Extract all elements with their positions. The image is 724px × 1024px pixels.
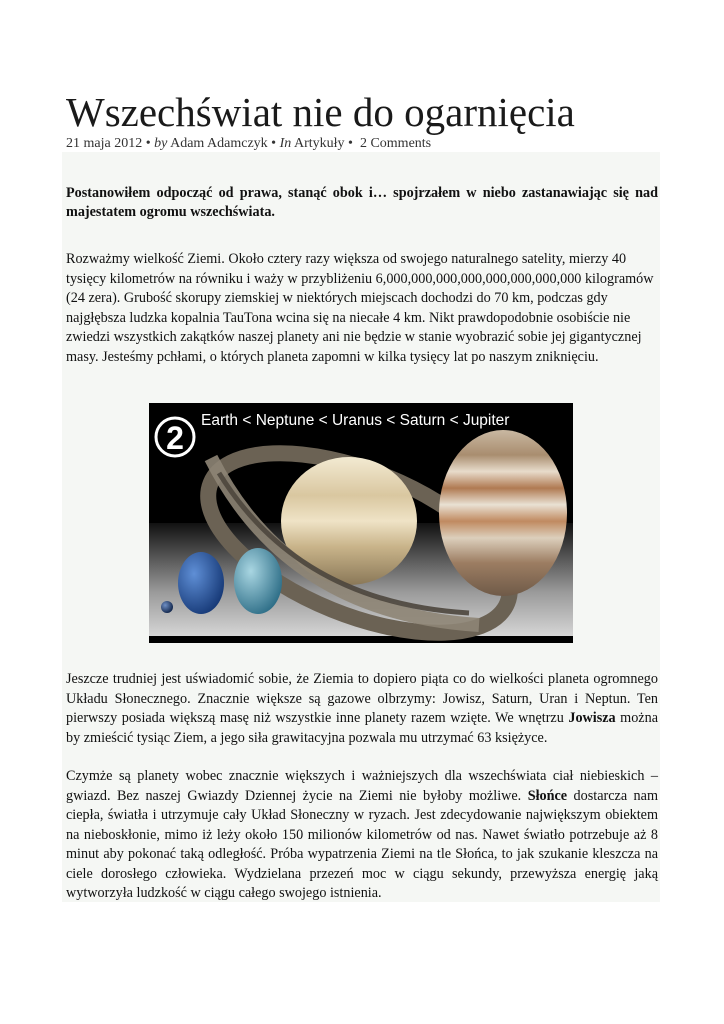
article-paragraph-2: Jeszcze trudniej jest uświadomić sobie, że Ziemia to dopiero piąta co do wielkości planeta ogromnego Układu Słonecznego. Znacznie większe są gazowe olbrzymy: Jowisz, Saturn, Uran i Neptun. Ten pierwszy posiada większą masę niż wszystkie inne planety razem wzięte. We wnętrzu Jowisza można by zmieścić tysiąc Ziem, a jego siła grawitacyjna pozwala mu utrzymać 63 księżyce. [66, 671, 658, 746]
comments-link[interactable]: 2 Comments [359, 136, 432, 151]
article-paragraph-1: Rozważmy wielkość Ziemi. Około cztery razy większa od swojego naturalnego satelity, mierzy 40 tysięcy kilometrów na równiku i waży w przybliżeniu 6,000,000,000,000,000,000,000,000 kilogramów (24 zera). Grubość skorupy ziemskiej w niektórych miejscach dochodzi do 70 km, podczas gdy najgłębsza ludzka kopalnia TauTona wcina się na niecałe 4 km. Nikt prawdopodobnie osobiście nie zwiedzi wszystkich zakątków naszej planety ani nie będzie w stanie wyobrazić sobie jej gigantycznej masy. Jesteśmy pchłami, o których planeta zapomni w kilka tysięcy lat po naszym zniknięciu. [66, 251, 654, 365]
earth-planet [161, 601, 173, 613]
article-paragraph-3: Czymże są planety wobec znacznie większych i ważniejszych dla wszechświata ciał niebieskich – gwiazd. Bez naszej Gwiazdy Dziennej życie na Ziemi nie byłoby możliwe. Słońce dostarcza nam ciepła, światła i utrzymuje cały Układ Słoneczny w ryzach. Jest zdecydowanie największym obiektem na nieboskłonie, mimo iż leży około 150 milionów kilometrów od nas. Nawet światło potrzebuje aż 8 minut aby pokonać taką odległość. Próba wypatrzenia Ziemi na tle Słońca, to jak szukanie kleszcza na ciele dorosłego człowieka. Wydzielana przezeń moc w ciągu sekundy, przewyższa energię jaką wytworzyła ludzkość w ciągu całego swojego istnienia. [66, 768, 658, 901]
post-date[interactable]: 21 maja 2012 [66, 136, 143, 151]
figure-number: 2 [166, 420, 184, 456]
meta-bullet: • [145, 136, 151, 151]
article-title: Wszechświat nie do ogarnięcia [66, 89, 575, 135]
meta-bullet: • [271, 136, 277, 151]
article-meta [66, 136, 431, 152]
sun-bold: Słońce [527, 787, 568, 804]
uranus-planet [234, 548, 282, 614]
jupiter-bold: Jowisza [568, 710, 616, 726]
by-label: by [154, 136, 168, 151]
neptune-planet [178, 552, 224, 614]
in-label: In [279, 136, 292, 151]
article-lead: Postanowiłem odpocząć od prawa, stanąć obok i… spojrzałem w niebo zastanawiając się nad majestatem ogromu wszechświata. [66, 185, 658, 220]
planets-comparison-image [149, 403, 573, 643]
meta-bullet: • [348, 136, 353, 151]
jupiter-planet [439, 430, 567, 596]
author-link[interactable]: Adam Adamczyk [170, 136, 268, 151]
figure-caption: Earth < Neptune < Uranus < Saturn < Jupiter [201, 412, 510, 429]
category-link[interactable]: Artykuły [293, 136, 345, 151]
